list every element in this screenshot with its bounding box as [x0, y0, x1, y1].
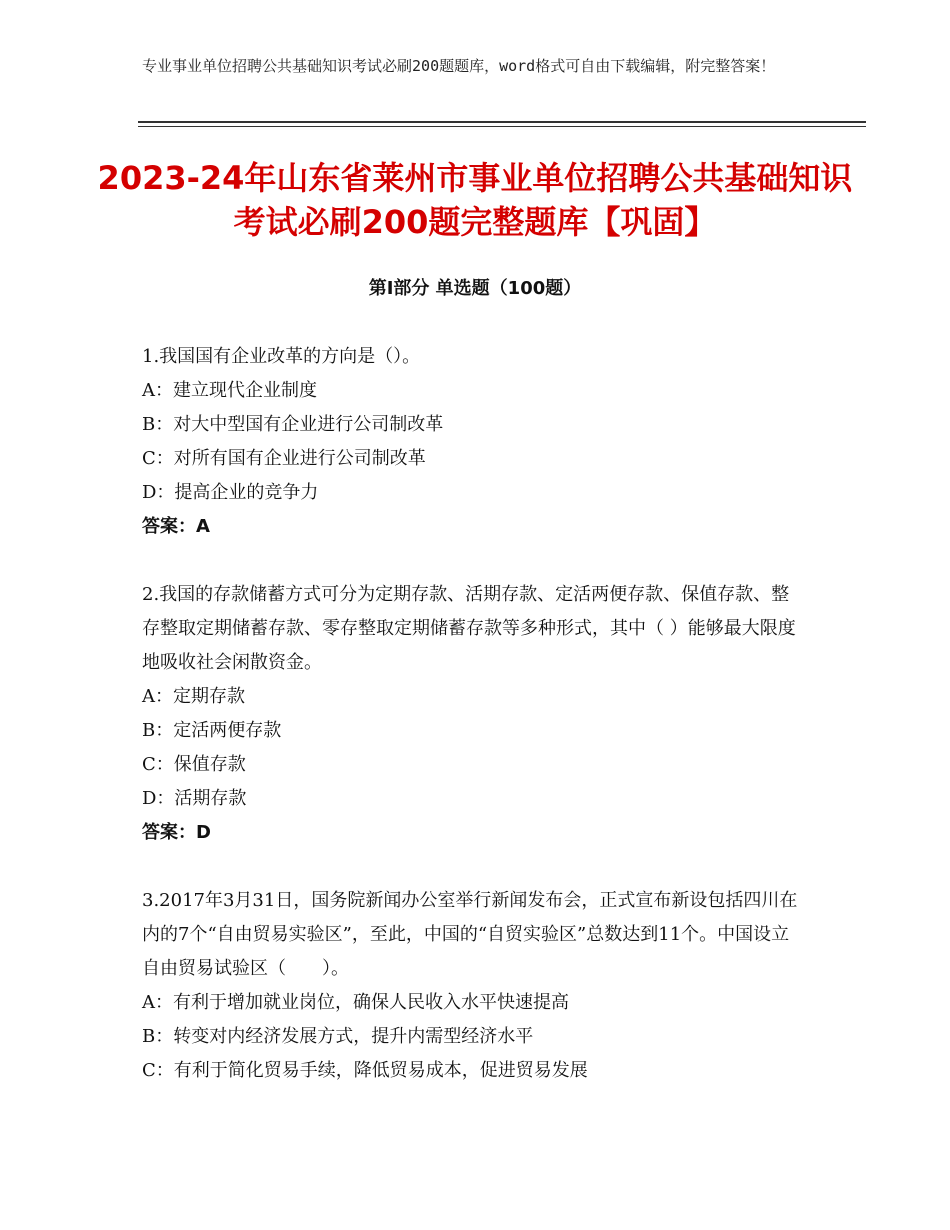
question-3	[142, 884, 807, 1088]
option-c: C：保值存款	[142, 754, 246, 775]
header-rule-thin	[138, 126, 866, 127]
option-b: B：对大中型国有企业进行公司制改革	[142, 414, 444, 435]
option-a: A：有利于增加就业岗位，确保人民收入水平快速提高	[142, 992, 569, 1013]
option-c: C：对所有国有企业进行公司制改革	[142, 448, 426, 469]
question-1	[142, 340, 807, 544]
option-d: D：活期存款	[142, 788, 247, 809]
option-d: D：提高企业的竞争力	[142, 482, 319, 503]
question-text: 3.2017年3月31日，国务院新闻办公室举行新闻发布会，正式宣布新设包括四川在内的7个“自由贸易实验区”，至此，中国的“自贸实验区”总数达到11个。中国设立自由贸易试验区（ ）。	[142, 890, 798, 979]
option-a: A：定期存款	[142, 686, 245, 707]
header-rule-thick	[138, 121, 866, 123]
option-a: A：建立现代企业制度	[142, 380, 317, 401]
header-note: 专业事业单位招聘公共基础知识考试必刷200题题库，word格式可自由下载编辑，附完整答案！	[142, 57, 776, 75]
option-c: C：有利于简化贸易手续，降低贸易成本，促进贸易发展	[142, 1060, 588, 1081]
document-title: 2023-24年山东省莱州市事业单位招聘公共基础知识考试必刷200题完整题库【巩固】	[97, 159, 853, 241]
answer: 答案：A	[142, 516, 210, 537]
question-text: 2.我国的存款储蓄方式可分为定期存款、活期存款、定活两便存款、保值存款、整存整取定期储蓄存款、零存整取定期储蓄存款等多种形式，其中（ ）能够最大限度地吸收社会闲散资金。	[142, 584, 796, 673]
answer: 答案：D	[142, 822, 211, 843]
question-2	[142, 578, 807, 850]
option-b: B：转变对内经济发展方式，提升内需型经济水平	[142, 1026, 534, 1047]
question-list	[142, 340, 807, 1122]
section-title: 第Ⅰ部分 单选题（100题）	[368, 278, 582, 299]
option-b: B：定活两便存款	[142, 720, 282, 741]
question-text: 1.我国国有企业改革的方向是（）。	[142, 346, 421, 367]
